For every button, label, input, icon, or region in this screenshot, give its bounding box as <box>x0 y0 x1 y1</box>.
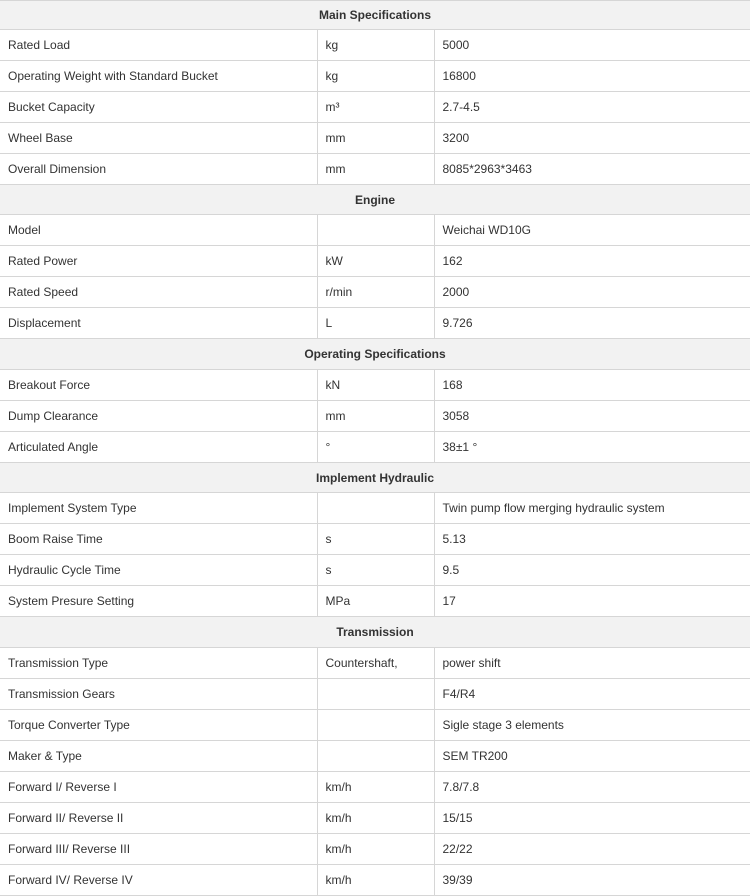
spec-row <box>0 865 750 896</box>
spec-unit-cell: L <box>317 308 434 339</box>
spec-name-cell: Overall Dimension <box>0 154 317 185</box>
spec-value-cell: 162 <box>434 246 750 277</box>
spec-value-cell: 2.7-4.5 <box>434 92 750 123</box>
spec-name-cell: System Presure Setting <box>0 586 317 617</box>
spec-unit-cell: Countershaft, <box>317 648 434 679</box>
spec-value-cell: F4/R4 <box>434 679 750 710</box>
spec-unit-cell <box>317 215 434 246</box>
spec-name-cell: Displacement <box>0 308 317 339</box>
section-title: Implement Hydraulic <box>0 463 750 493</box>
spec-value-cell: 3058 <box>434 401 750 432</box>
specifications-table-body <box>0 1 750 896</box>
spec-row <box>0 493 750 524</box>
spec-unit-cell: km/h <box>317 865 434 896</box>
spec-name-cell: Dump Clearance <box>0 401 317 432</box>
spec-value-cell: 39/39 <box>434 865 750 896</box>
spec-unit-cell: mm <box>317 154 434 185</box>
spec-row <box>0 555 750 586</box>
spec-row <box>0 741 750 772</box>
spec-value-cell: 16800 <box>434 61 750 92</box>
spec-value-cell: Weichai WD10G <box>434 215 750 246</box>
spec-row <box>0 679 750 710</box>
spec-name-cell: Forward III/ Reverse III <box>0 834 317 865</box>
section-header <box>0 185 750 215</box>
spec-value-cell: 15/15 <box>434 803 750 834</box>
spec-name-cell: Torque Converter Type <box>0 710 317 741</box>
spec-row <box>0 803 750 834</box>
spec-value-cell: 2000 <box>434 277 750 308</box>
spec-name-cell: Rated Power <box>0 246 317 277</box>
spec-name-cell: Hydraulic Cycle Time <box>0 555 317 586</box>
spec-unit-cell: r/min <box>317 277 434 308</box>
spec-row <box>0 246 750 277</box>
spec-name-cell: Implement System Type <box>0 493 317 524</box>
spec-unit-cell: s <box>317 555 434 586</box>
spec-value-cell: Sigle stage 3 elements <box>434 710 750 741</box>
spec-row <box>0 370 750 401</box>
spec-value-cell: SEM TR200 <box>434 741 750 772</box>
spec-unit-cell: ° <box>317 432 434 463</box>
section-header <box>0 339 750 370</box>
spec-unit-cell: mm <box>317 401 434 432</box>
spec-name-cell: Model <box>0 215 317 246</box>
spec-row <box>0 123 750 154</box>
spec-unit-cell: km/h <box>317 803 434 834</box>
section-title: Engine <box>0 185 750 215</box>
spec-row <box>0 30 750 61</box>
spec-unit-cell: km/h <box>317 772 434 803</box>
spec-row <box>0 432 750 463</box>
spec-value-cell: 168 <box>434 370 750 401</box>
spec-unit-cell: kW <box>317 246 434 277</box>
spec-name-cell: Wheel Base <box>0 123 317 154</box>
spec-row <box>0 308 750 339</box>
spec-name-cell: Transmission Gears <box>0 679 317 710</box>
spec-row <box>0 648 750 679</box>
spec-name-cell: Boom Raise Time <box>0 524 317 555</box>
spec-value-cell: 3200 <box>434 123 750 154</box>
spec-value-cell: 7.8/7.8 <box>434 772 750 803</box>
spec-unit-cell: s <box>317 524 434 555</box>
spec-row <box>0 586 750 617</box>
spec-value-cell: 22/22 <box>434 834 750 865</box>
spec-value-cell: 38±1 ° <box>434 432 750 463</box>
spec-value-cell: 5.13 <box>434 524 750 555</box>
spec-row <box>0 772 750 803</box>
spec-name-cell: Rated Load <box>0 30 317 61</box>
spec-name-cell: Forward I/ Reverse I <box>0 772 317 803</box>
spec-row <box>0 277 750 308</box>
spec-value-cell: power shift <box>434 648 750 679</box>
spec-row <box>0 710 750 741</box>
section-title: Operating Specifications <box>0 339 750 370</box>
section-header <box>0 1 750 30</box>
spec-row <box>0 524 750 555</box>
spec-unit-cell: km/h <box>317 834 434 865</box>
spec-value-cell: 9.5 <box>434 555 750 586</box>
spec-row <box>0 92 750 123</box>
section-header <box>0 463 750 493</box>
section-header <box>0 617 750 648</box>
spec-value-cell: Twin pump flow merging hydraulic system <box>434 493 750 524</box>
spec-name-cell: Articulated Angle <box>0 432 317 463</box>
spec-name-cell: Breakout Force <box>0 370 317 401</box>
spec-row <box>0 154 750 185</box>
spec-unit-cell: m³ <box>317 92 434 123</box>
spec-unit-cell: kN <box>317 370 434 401</box>
spec-unit-cell: kg <box>317 61 434 92</box>
spec-name-cell: Forward II/ Reverse II <box>0 803 317 834</box>
spec-unit-cell <box>317 710 434 741</box>
section-title: Main Specifications <box>0 1 750 30</box>
spec-value-cell: 5000 <box>434 30 750 61</box>
spec-row <box>0 61 750 92</box>
spec-name-cell: Operating Weight with Standard Bucket <box>0 61 317 92</box>
spec-unit-cell <box>317 493 434 524</box>
spec-unit-cell: kg <box>317 30 434 61</box>
spec-value-cell: 17 <box>434 586 750 617</box>
spec-row <box>0 401 750 432</box>
spec-unit-cell: MPa <box>317 586 434 617</box>
spec-value-cell: 9.726 <box>434 308 750 339</box>
spec-value-cell: 8085*2963*3463 <box>434 154 750 185</box>
spec-row <box>0 215 750 246</box>
spec-name-cell: Bucket Capacity <box>0 92 317 123</box>
spec-unit-cell <box>317 741 434 772</box>
spec-row <box>0 834 750 865</box>
spec-name-cell: Forward IV/ Reverse IV <box>0 865 317 896</box>
spec-name-cell: Rated Speed <box>0 277 317 308</box>
section-title: Transmission <box>0 617 750 648</box>
spec-unit-cell: mm <box>317 123 434 154</box>
spec-name-cell: Maker & Type <box>0 741 317 772</box>
spec-name-cell: Transmission Type <box>0 648 317 679</box>
spec-unit-cell <box>317 679 434 710</box>
